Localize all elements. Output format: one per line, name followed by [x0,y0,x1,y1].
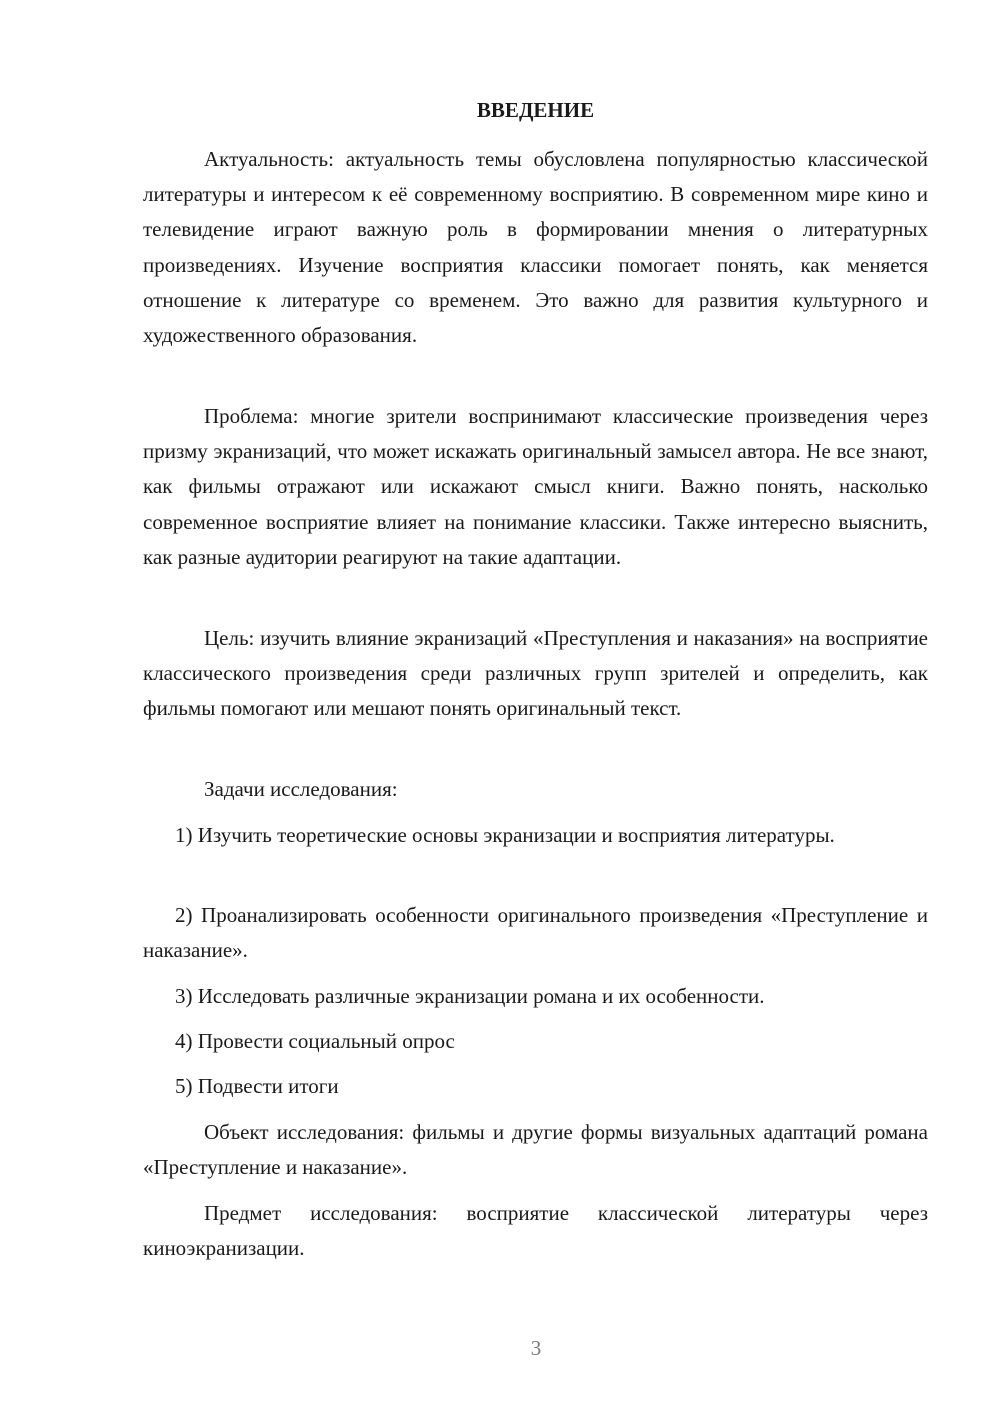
task-item-4 [143,1024,928,1059]
paragraph-subject [143,1196,928,1266]
paragraph-actuality [143,142,928,353]
task-item-3 [143,979,928,1014]
object-text: Объект исследования: фильмы и другие формы визуальных адаптаций романа «Преступление и наказание». [143,1120,928,1180]
task-item-text: 2) Проанализировать особенности оригинального произведения «Преступление и наказание». [143,903,928,963]
paragraph-problem [143,399,928,575]
subject-text: Предмет исследования: восприятие классической литературы через киноэкранизации. [143,1201,928,1261]
task-item-1 [143,818,928,853]
tasks-title-text: Задачи исследования: [204,777,398,801]
task-item-text: 3) Исследовать различные экранизации романа и их особенности. [175,984,765,1008]
task-item-text: 5) Подвести итоги [175,1074,339,1098]
task-item-5 [143,1069,928,1104]
goal-text: Цель: изучить влияние экранизаций «Преступления и наказания» на восприятие классического произведения среди различных групп зрителей и определить, как фильмы помогают или мешают понять оригинальный текст. [143,626,928,721]
problem-text: Проблема: многие зрители воспринимают классические произведения через призму экранизаций, что может искажать оригинальный замысел автора. Не все знают, как фильмы отражают или искажают смысл книги. Важно понять, насколько современное восприятие влияет на понимание классики. Также интересно выяснить, как разные аудитории реагируют на такие адаптации. [143,404,928,569]
task-item-text: 4) Провести социальный опрос [175,1029,455,1053]
paragraph-goal [143,621,928,727]
paragraph-object [143,1115,928,1185]
task-item-2 [143,898,928,968]
paragraph-tasks-title [143,772,928,807]
task-item-text: 1) Изучить теоретические основы экранизации и восприятия литературы. [175,823,835,847]
actuality-text: Актуальность: актуальность темы обусловлена популярностью классической литературы и интересом к её современному восприятию. В современном мире кино и телевидение играют важную роль в формировании мнения о литературных произведениях. Изучение восприятия классики помогает понять, как меняется отношение к литературе со временем. Это важно для развития культурного и художественного образования. [143,147,928,348]
page-title: ВВЕДЕНИЕ [476,98,595,122]
page-number: 3 [530,1336,542,1360]
